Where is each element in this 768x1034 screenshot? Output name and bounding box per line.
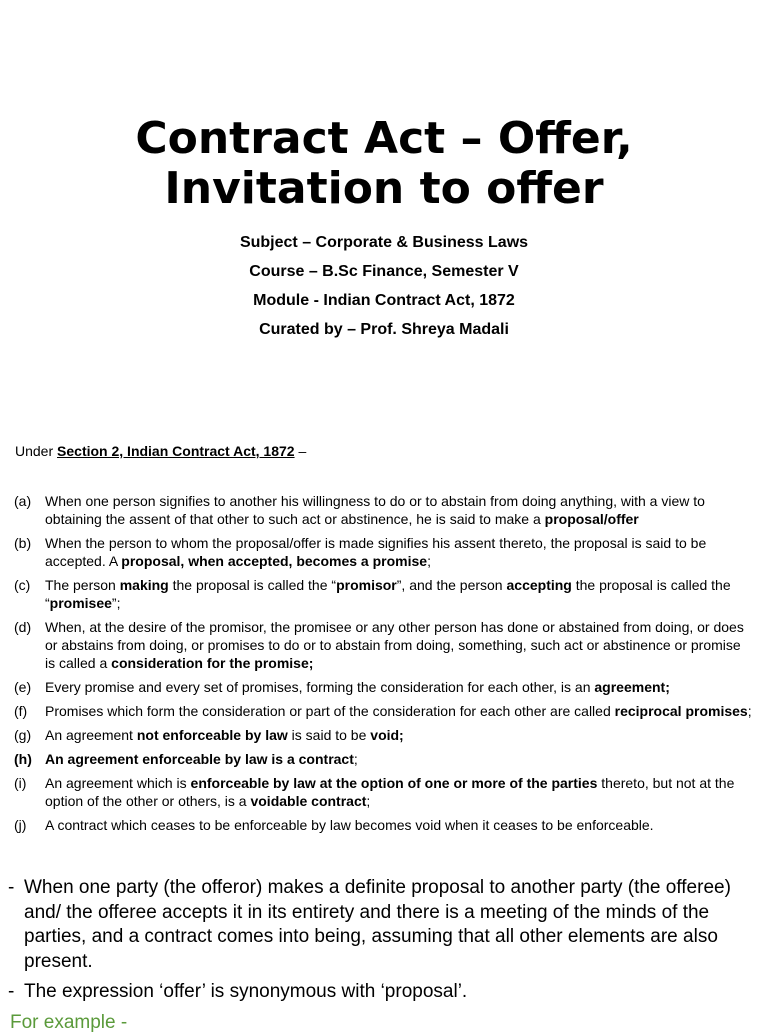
definition-c: (c) The person making the proposal is called the “promisor”, and the person accepting the proposal is called the “promisee”; [14, 577, 731, 611]
definition-a: (a) When one person signifies to another his willingness to do or to abstain from doing anything, with a view to obtaining the assent of that other to such act or abstinence, he is said to make a proposal/offer [14, 493, 705, 527]
module-line: Module - Indian Contract Act, 1872 [253, 292, 515, 309]
dash-bullet-marker: - [8, 877, 15, 898]
definition-e: (e) Every promise and every set of promises, forming the consideration for each other, is an agreement; [14, 679, 670, 695]
subject-line: Subject – Corporate & Business Laws [239, 234, 529, 251]
definition-g: (g) An agreement not enforceable by law is said to be void; [14, 727, 404, 743]
section-reference: Section 2, Indian Contract Act, 1872 [57, 443, 295, 459]
definition-i: (i) An agreement which is enforceable by law at the option of one or more of the parties thereto, but not at the option of the other or others, is a voidable contract; [14, 775, 735, 809]
course-line: Course – B.Sc Finance, Semester V [249, 263, 519, 280]
definitions-list [14, 492, 754, 840]
definition-h: (h) An agreement enforceable by law is a contract; [14, 751, 358, 767]
bullet-text: When one party (the offeror) makes a definite proposal to another party (the offeree) and/ the offeree accepts it in its entirety and there is a meeting of the minds of the parties, and a contract comes into being, assuming that all other elements are also present. [24, 877, 731, 972]
bullet-offer-acceptance [8, 876, 748, 974]
definition-f: (f) Promises which form the consideration or part of the consideration for each other are called reciprocal promises; [14, 703, 752, 719]
page-title [0, 114, 768, 214]
bullet-offer-synonym [8, 980, 748, 1005]
curator-line: Curated by – Prof. Shreya Madali [259, 321, 509, 338]
definition-j: (j) A contract which ceases to be enforceable by law becomes void when it ceases to be enforceable. [14, 817, 654, 833]
definition-b: (b) When the person to whom the proposal/offer is made signifies his assent thereto, the proposal is said to be accepted. A proposal, when accepted, becomes a promise; [14, 535, 707, 569]
title-line-1: Contract Act – Offer, [135, 113, 633, 164]
bullet-text: The expression ‘offer’ is synonymous with ‘proposal’. [24, 981, 468, 1002]
subtitle-block [0, 228, 768, 344]
dash-bullet-marker: - [8, 981, 15, 1002]
example-label: For example - [10, 1012, 128, 1033]
title-line-2: Invitation to offer [164, 163, 604, 214]
intro-line: Under Section 2, Indian Contract Act, 1872 – [15, 443, 307, 459]
definition-d: (d) When, at the desire of the promisor, the promisee or any other person has done or abstained from doing, or does or abstains from doing, or promises to do or to abstain from doing, something, such act or abstinence or promise is called a consideration for the promise; [14, 619, 744, 671]
